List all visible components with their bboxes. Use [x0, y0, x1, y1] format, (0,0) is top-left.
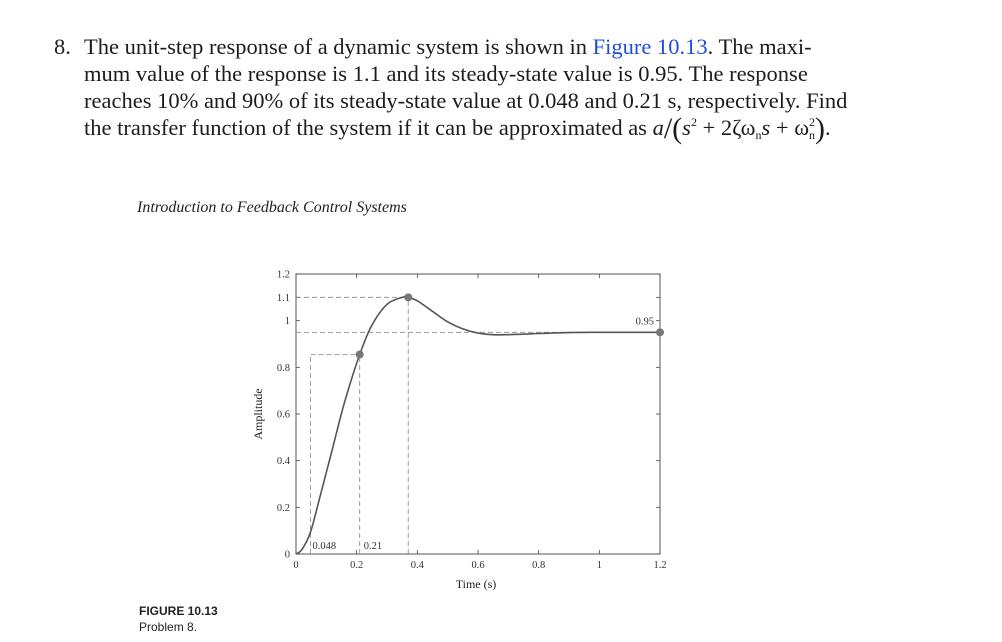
x-tick-label: 0 [293, 560, 299, 571]
step-response-curve [296, 297, 660, 554]
y-tick-label: 0 [284, 549, 290, 561]
data-point-marker [356, 351, 364, 359]
problem-text: The unit-step response of a dynamic system is shown in [84, 34, 593, 59]
formula-plus: + [770, 115, 795, 140]
formula-s: s [761, 115, 771, 140]
y-tick-label: 1.2 [276, 269, 290, 281]
problem-number: 8. [54, 34, 71, 59]
problem-line-3: reaches 10% and 90% of its steady-state value at 0.048 and 0.21 s, respectively. Find [84, 88, 848, 113]
figure-link[interactable]: Figure 10.13 [592, 34, 708, 59]
formula-omega-sup: 2 [809, 115, 815, 129]
formula-plus: + 2 [696, 115, 733, 140]
y-tick-label: 0.8 [276, 362, 290, 374]
annotation-t90: 0.21 [363, 541, 383, 552]
formula-period: . [825, 115, 831, 140]
figure-caption-subtitle: Problem 8. [139, 620, 198, 634]
y-tick-label: 0.4 [276, 456, 290, 468]
figure-caption [139, 603, 218, 635]
x-tick-label: 0.8 [532, 560, 546, 571]
formula-omega: ω [740, 115, 756, 140]
x-tick-label: 1.2 [653, 560, 667, 571]
problem-text: the transfer function of the system if it can be approximated as [84, 115, 653, 140]
formula-s: s [682, 115, 691, 140]
annotation-steady: 0.95 [635, 316, 654, 328]
formula-omega: ω [794, 115, 809, 140]
y-tick-label: 0.6 [276, 409, 290, 421]
problem-line-2: mum value of the response is 1.1 and its steady-state value is 0.95. The response [84, 61, 808, 86]
book-header: Introduction to Feedback Control Systems [137, 199, 407, 216]
formula-close-paren: ) [815, 112, 825, 145]
formula-slash: / [663, 112, 673, 145]
y-tick-label: 1 [284, 316, 290, 328]
y-axis-label: Amplitude [251, 388, 265, 440]
formula-open-paren: ( [672, 112, 683, 145]
x-tick-label: 0.4 [410, 560, 424, 571]
x-tick-label: 0.6 [471, 560, 485, 571]
y-tick-label: 1.1 [276, 292, 290, 304]
formula-omega-sub: n [755, 128, 762, 142]
data-point-marker [404, 293, 412, 301]
formula-numerator: a [652, 115, 664, 140]
problem-text: . The maxi- [707, 34, 812, 59]
plot-frame [296, 274, 660, 554]
y-tick-label: 0.2 [276, 502, 290, 514]
figure-caption-title: FIGURE 10.13 [139, 604, 218, 618]
data-point-marker [656, 328, 664, 336]
formula-omega-sub: n [809, 128, 815, 142]
x-axis-label: Time (s) [455, 577, 497, 591]
x-tick-label: 0.2 [350, 560, 364, 571]
formula-zeta: ζ [732, 115, 741, 140]
x-tick-label: 1 [596, 560, 602, 571]
annotation-t10: 0.048 [312, 541, 337, 552]
formula-s-exp: 2 [690, 115, 697, 129]
